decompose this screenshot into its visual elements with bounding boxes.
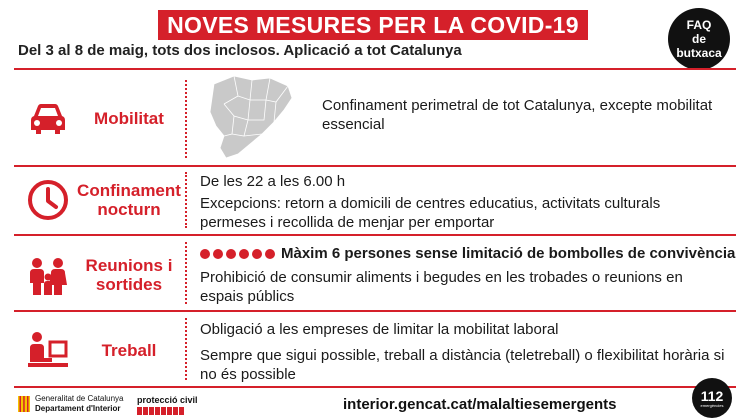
pcivil-bars bbox=[137, 407, 198, 415]
mobilitat-text: Confinament perimetral de tot Catalunya, excepte mobilitat essencial bbox=[322, 97, 713, 133]
section-label: Mobilitat bbox=[94, 108, 164, 128]
label-line1: Confinament bbox=[77, 181, 181, 200]
gencat-line1: Generalitat de Catalunya bbox=[35, 394, 124, 403]
people-dots bbox=[200, 249, 275, 259]
footer-divider bbox=[14, 386, 736, 388]
car-icon bbox=[26, 96, 70, 140]
section-label bbox=[70, 256, 184, 294]
section-reunions bbox=[14, 236, 736, 308]
section-confinament bbox=[14, 167, 736, 233]
footer-url[interactable]: interior.gencat.cat/malaltiesemergents bbox=[343, 396, 617, 413]
pcivil-text: protecció civil bbox=[137, 395, 198, 405]
faq-badge bbox=[668, 8, 730, 70]
label-line1: Reunions i bbox=[85, 256, 173, 275]
person-dot bbox=[226, 249, 236, 259]
person-dot bbox=[239, 249, 249, 259]
laptop-worker-icon bbox=[26, 328, 70, 372]
gencat-line2: Departament d'Interior bbox=[35, 404, 121, 413]
faq-line3: butxaca bbox=[676, 46, 722, 60]
reunions-prohibition: Prohibició de consumir aliments i begudes en les trobades o reunions en espais públics bbox=[200, 269, 683, 305]
person-dot bbox=[200, 249, 210, 259]
confinament-exceptions: Excepcions: retorn a domicili de centres educatius, activitats culturals permeses i recollida de menjar per emportar bbox=[200, 195, 661, 231]
clock-icon bbox=[26, 178, 70, 222]
confinament-hours: De les 22 a les 6.00 h bbox=[200, 173, 346, 190]
page-title: NOVES MESURES PER LA COVID-19 bbox=[158, 10, 588, 40]
proteccio-civil-logo bbox=[137, 395, 198, 415]
subtitle: Del 3 al 8 de maig, tots dos inclosos. Aplicació a tot Catalunya bbox=[18, 42, 462, 59]
emergency-sub: emergències bbox=[700, 402, 724, 408]
emergency-number: 112 bbox=[700, 387, 724, 404]
senyera-icon bbox=[18, 396, 30, 412]
emergency-112-badge bbox=[692, 378, 732, 418]
gencat-logo bbox=[18, 394, 124, 414]
faq-line1: FAQ bbox=[686, 18, 712, 32]
section-label: Treball bbox=[101, 340, 157, 360]
section-treball bbox=[14, 312, 736, 386]
label-line2: nocturn bbox=[97, 200, 161, 219]
person-dot bbox=[213, 249, 223, 259]
section-mobilitat bbox=[14, 72, 736, 164]
row-divider bbox=[14, 68, 736, 70]
treball-obligation: Obligació a les empreses de limitar la mobilitat laboral bbox=[200, 321, 559, 338]
reunions-max-people bbox=[200, 244, 740, 263]
catalonia-map-icon bbox=[204, 72, 296, 162]
person-dot bbox=[265, 249, 275, 259]
treball-telework: Sempre que sigui possible, treball a distància (teletreball) o flexibilitat horària si no és possible bbox=[200, 347, 725, 383]
reunions-max-text: Màxim 6 persones sense limitació de bombolles de convivència bbox=[281, 245, 736, 262]
person-dot bbox=[252, 249, 262, 259]
family-icon bbox=[26, 253, 70, 297]
section-label bbox=[70, 181, 184, 219]
label-line2: sortides bbox=[95, 275, 163, 294]
faq-line2: de bbox=[691, 32, 706, 46]
